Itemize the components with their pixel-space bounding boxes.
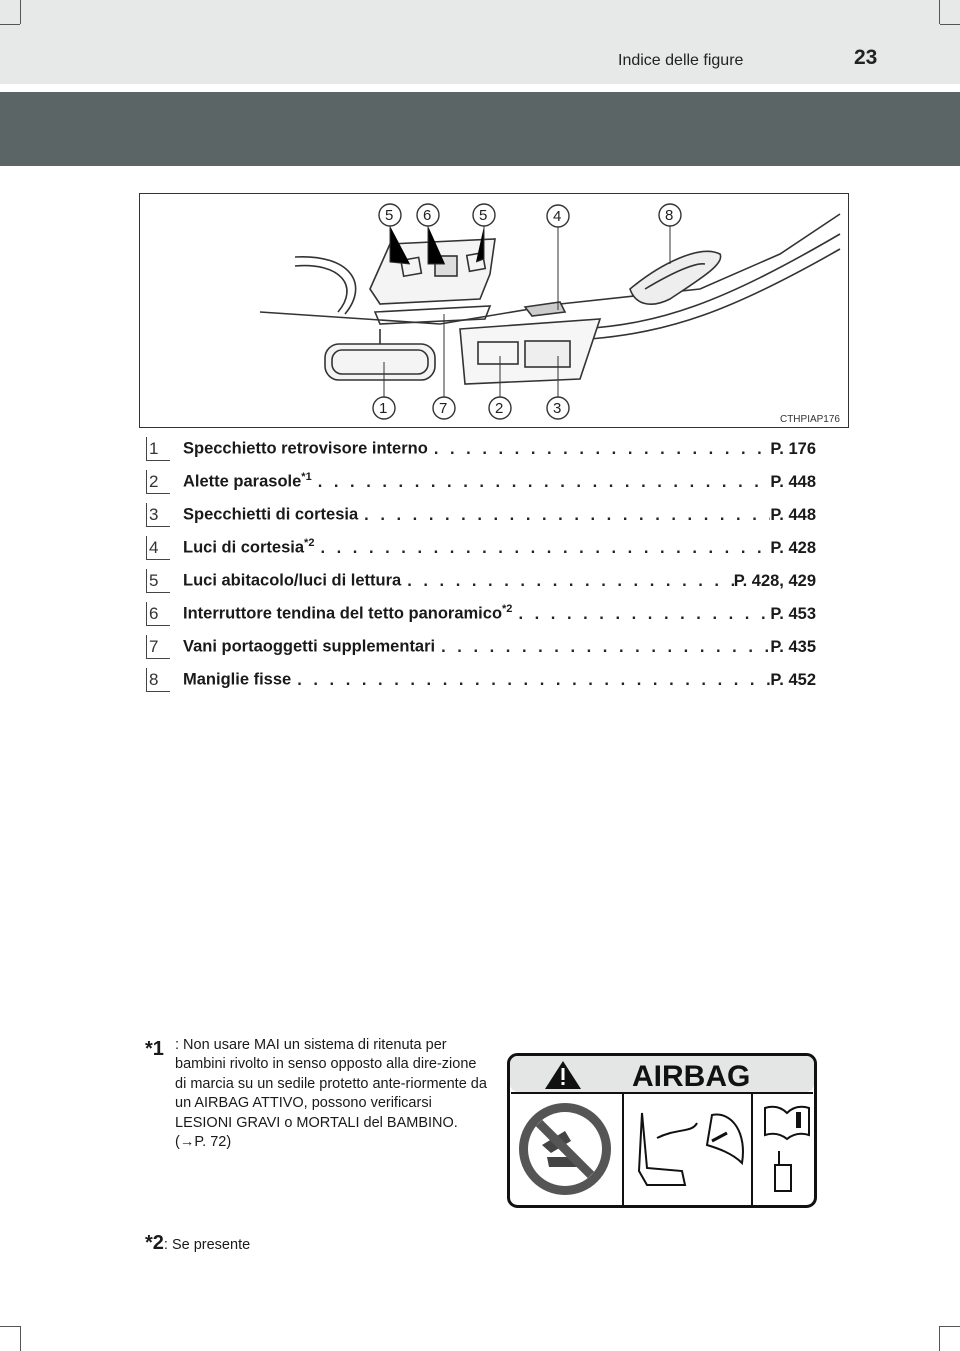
crop-mark bbox=[0, 24, 20, 25]
list-item bbox=[146, 597, 816, 630]
figure-code: CTHPIAP176 bbox=[779, 414, 840, 425]
callout-5a: 5 bbox=[385, 207, 394, 224]
list-item bbox=[146, 432, 816, 465]
page-number: 23 bbox=[854, 46, 878, 69]
leader-dots bbox=[291, 671, 770, 690]
item-number-box: 1 bbox=[146, 437, 172, 461]
section-banner bbox=[0, 92, 960, 166]
leader-dots bbox=[312, 473, 771, 492]
item-label: Alette parasole$^{*1}$ bbox=[183, 471, 312, 491]
airbag-label-graphic bbox=[507, 1053, 817, 1208]
page-ref-link[interactable]: P. 428, 429 bbox=[733, 571, 816, 590]
crop-mark bbox=[20, 0, 21, 24]
no-child-seat-icon bbox=[519, 1103, 611, 1195]
list-item bbox=[146, 531, 816, 564]
item-label: Vani portaoggetti supplementari bbox=[183, 637, 436, 656]
callout-6: 6 bbox=[423, 207, 432, 224]
interior-ceiling-figure bbox=[139, 193, 849, 428]
section-title: Indice delle figure bbox=[618, 52, 744, 69]
callout-5b: 5 bbox=[479, 207, 488, 224]
legend-list bbox=[146, 432, 816, 696]
list-item bbox=[146, 630, 816, 663]
crop-mark bbox=[939, 0, 940, 24]
crop-mark bbox=[20, 1326, 21, 1351]
crop-mark bbox=[939, 1326, 940, 1351]
item-label: Interruttore tendina del tetto panoramico$^{*2}$ bbox=[183, 603, 513, 623]
callout-4: 4 bbox=[553, 208, 562, 225]
crop-mark bbox=[0, 1326, 20, 1327]
item-number-box: 5 bbox=[146, 569, 172, 593]
leader-dots bbox=[358, 506, 770, 525]
footnote-text: : Se presente bbox=[163, 1237, 251, 1253]
item-number-box: 2 bbox=[146, 470, 172, 494]
page-ref-link[interactable]: P. 435 bbox=[770, 637, 816, 656]
item-number-box: 3 bbox=[146, 503, 172, 527]
header-band bbox=[0, 0, 960, 84]
airbag-title: AIRBAG bbox=[632, 1060, 751, 1093]
leader-dots bbox=[512, 605, 770, 624]
list-item bbox=[146, 564, 816, 597]
item-label: Maniglie fisse bbox=[183, 670, 292, 689]
footnote-1 bbox=[145, 1036, 490, 1153]
item-number-box: 6 bbox=[146, 602, 172, 626]
item-label: Specchietto retrovisore interno bbox=[183, 439, 428, 458]
leader-dots bbox=[401, 572, 734, 591]
page-ref-link[interactable]: P. 176 bbox=[770, 439, 816, 458]
leader-dots bbox=[435, 638, 770, 657]
item-number-box: 4 bbox=[146, 536, 172, 560]
airbag-warning-label bbox=[507, 1053, 817, 1208]
page-ref-link[interactable]: P. 428 bbox=[770, 538, 816, 557]
footnote-mark: *1 bbox=[145, 1038, 164, 1060]
callout-1: 1 bbox=[379, 400, 388, 417]
item-label: Luci abitacolo/luci di lettura bbox=[183, 571, 402, 590]
list-item bbox=[146, 663, 816, 696]
crop-mark bbox=[940, 24, 960, 25]
callout-7: 7 bbox=[439, 400, 448, 417]
footnote-text: : Non usare MAI un sistema di ritenuta per bambini rivolto in senso opposto alla dire-zione di marcia su un sedile protetto ante-riormente da un AIRBAG ATTIVO, possono verificarsi LESIONI GRAVI o MORTALI del BAMBINO. (→P. 72) bbox=[175, 1036, 487, 1150]
callout-3: 3 bbox=[553, 400, 562, 417]
ceiling-illustration bbox=[140, 194, 848, 427]
list-item bbox=[146, 465, 816, 498]
footnote-mark: *2 bbox=[145, 1232, 164, 1254]
page-ref-link[interactable]: P. 448 bbox=[770, 472, 816, 491]
page-ref-link[interactable]: P. 452 bbox=[770, 670, 816, 689]
leader-dots bbox=[428, 440, 771, 459]
item-number-box: 8 bbox=[146, 668, 172, 692]
item-label: Specchietti di cortesia bbox=[183, 505, 359, 524]
callout-8: 8 bbox=[665, 207, 674, 224]
page-ref-link[interactable]: P. 448 bbox=[770, 505, 816, 524]
item-label: Luci di cortesia$^{*2}$ bbox=[183, 537, 315, 557]
page-ref-link[interactable]: P. 453 bbox=[770, 604, 816, 623]
crop-mark bbox=[940, 1326, 960, 1327]
footnote-2 bbox=[145, 1232, 250, 1255]
item-number-box: 7 bbox=[146, 635, 172, 659]
callout-2: 2 bbox=[495, 400, 504, 417]
leader-dots bbox=[314, 539, 770, 558]
list-item bbox=[146, 498, 816, 531]
